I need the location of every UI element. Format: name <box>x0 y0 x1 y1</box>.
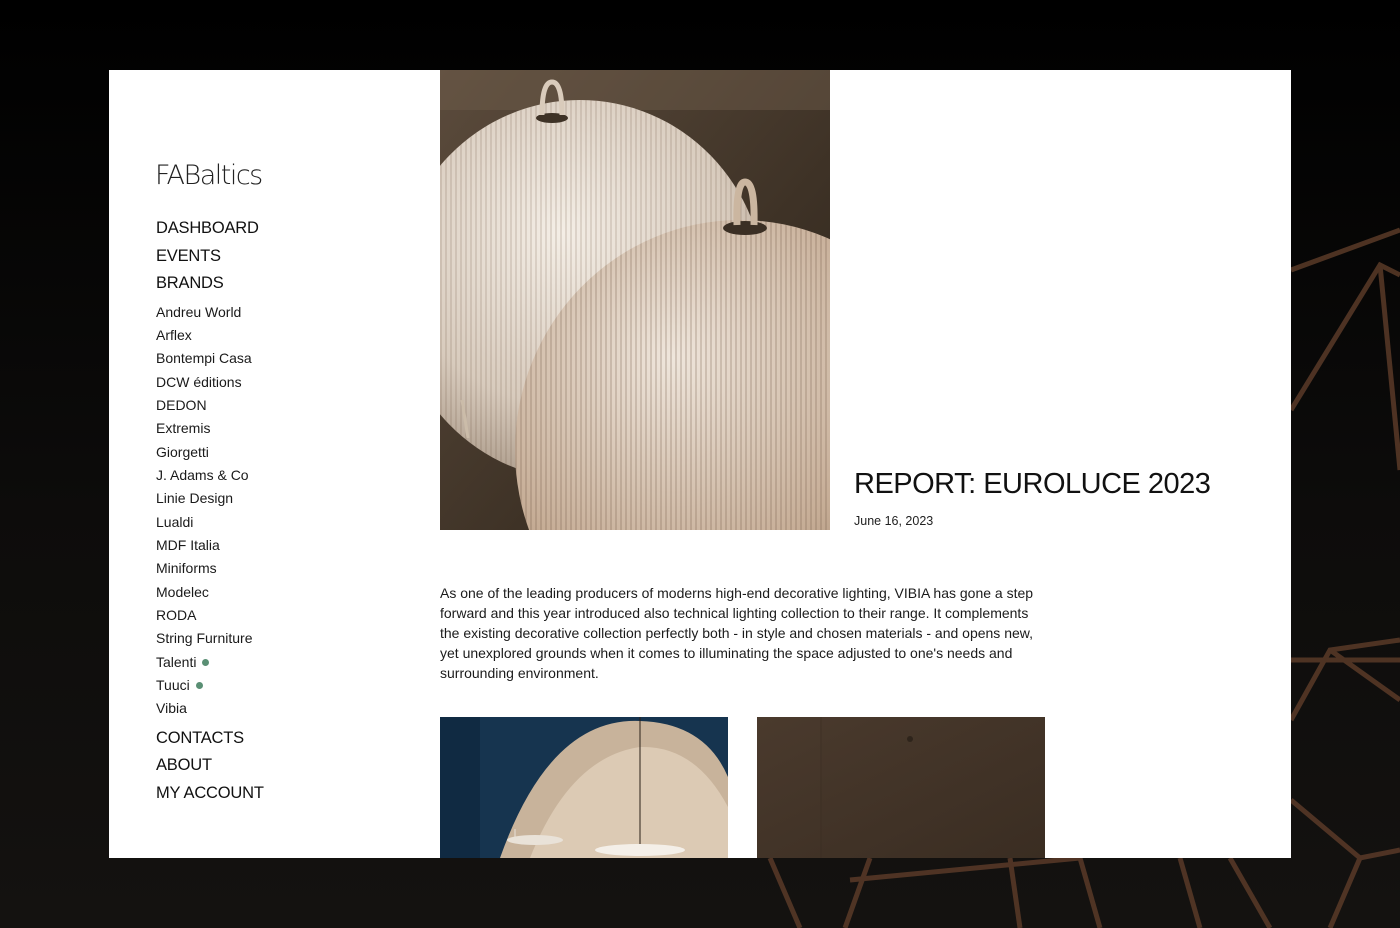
nav-item-events[interactable]: EVENTS <box>156 246 221 265</box>
brand-item[interactable] <box>156 347 264 370</box>
brand-item-label: Vibia <box>156 700 187 717</box>
brand-item-label: String Furniture <box>156 630 253 647</box>
brand-item[interactable] <box>156 581 264 604</box>
site-logo[interactable]: FABaltics <box>155 160 262 191</box>
brand-item[interactable] <box>156 534 264 557</box>
brand-item-label: Miniforms <box>156 560 217 577</box>
brand-item-label: DCW éditions <box>156 373 242 390</box>
brand-item[interactable] <box>156 604 264 627</box>
gallery-image-2[interactable] <box>757 717 1045 858</box>
brand-item-label: Linie Design <box>156 490 234 507</box>
sidebar-nav <box>156 215 264 807</box>
brand-item[interactable] <box>156 324 264 347</box>
brand-item-label: Arflex <box>156 326 192 343</box>
brand-item[interactable] <box>156 487 264 510</box>
brand-item[interactable] <box>156 511 264 534</box>
brand-item-label: Bontempi Casa <box>156 350 252 367</box>
brand-item[interactable] <box>156 301 264 324</box>
brand-item[interactable] <box>156 464 264 487</box>
brand-item[interactable] <box>156 627 264 650</box>
brand-item-label: Modelec <box>156 583 209 600</box>
status-dot-icon <box>202 659 209 666</box>
nav-item-dashboard[interactable]: DASHBOARD <box>156 219 259 237</box>
nav-item-brands[interactable]: BRANDS <box>156 274 224 292</box>
article-date: June 16, 2023 <box>854 514 934 528</box>
brand-item[interactable] <box>156 651 264 674</box>
brand-item[interactable] <box>156 557 264 580</box>
brand-item[interactable] <box>156 394 264 417</box>
brand-item-label: Extremis <box>156 420 211 437</box>
brands-list <box>156 301 264 721</box>
brand-item-label: Giorgetti <box>156 443 209 460</box>
brand-item[interactable] <box>156 674 264 697</box>
brand-item[interactable] <box>156 441 264 464</box>
brand-item-label: Tuuci <box>156 677 190 693</box>
brand-item-label: Andreu World <box>156 303 242 320</box>
article-title: REPORT: EUROLUCE 2023 <box>854 468 1211 500</box>
nav-item-about[interactable]: ABOUT <box>156 756 212 775</box>
brand-item-label: DEDON <box>156 396 207 413</box>
brand-item[interactable] <box>156 371 264 394</box>
article-body: As one of the leading producers of moderns high-end decorative lighting, VIBIA has gone a step forward and this year introduced also technical lighting collection to their range. It complements the existing decorative collection perfectly both - in style and chosen materials - and opens new, yet unexplored grounds when it comes to illuminating the space adjusted to one's needs and surrounding environment. <box>440 585 1034 681</box>
nav-item-my-account[interactable]: MY ACCOUNT <box>156 783 264 802</box>
hero-image <box>440 70 830 530</box>
status-dot-icon <box>196 682 203 689</box>
brand-item[interactable] <box>156 417 264 440</box>
brand-item-label: MDF Italia <box>156 536 220 553</box>
main-card <box>109 70 1291 858</box>
gallery-image-1[interactable] <box>440 717 728 858</box>
nav-item-contacts[interactable]: CONTACTS <box>156 728 244 747</box>
brand-item-label: Talenti <box>156 653 197 670</box>
brands-submenu <box>156 301 264 721</box>
brand-item[interactable] <box>156 697 264 720</box>
brand-item-label: Lualdi <box>156 513 194 530</box>
brand-item-label: J. Adams & Co <box>156 466 249 483</box>
brand-item-label: RODA <box>156 606 197 623</box>
